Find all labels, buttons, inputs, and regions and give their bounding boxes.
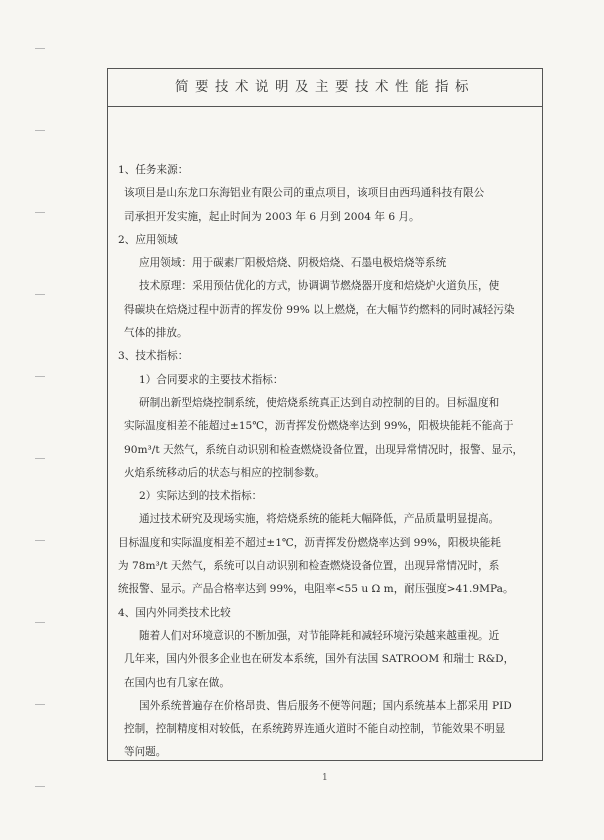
- subsection-heading: 1）合同要求的主要技术指标：: [139, 373, 284, 386]
- paragraph-line: 90m³/t 天然气，系统自动识别和检查燃烧设备位置，出现异常情况时，报警、显示，: [124, 443, 524, 456]
- paragraph-line: 国外系统普遍存在价格昂贵、售后服务不便等问题；国内系统基本上都采用 PID: [139, 699, 512, 712]
- paragraph-line: 火焰系统移动后的状态与相应的控制参数。: [124, 466, 326, 479]
- paragraph-line: 实际温度相差不能超过±15℃，沥青挥发份燃烧率达到 99%，阳极块能耗不能高于: [124, 420, 514, 433]
- paragraph-line: 气体的排放。: [124, 327, 188, 340]
- paragraph-line: 通过技术研究及现场实施，将焙烧系统的能耗大幅降低，产品质量明显提高。: [139, 513, 500, 526]
- margin-mark: [35, 458, 45, 459]
- margin-mark: [35, 48, 45, 49]
- paragraph-line: 技术原理：采用预估优化的方式，协调调节燃烧器开度和焙烧炉火道负压，使: [139, 280, 500, 293]
- paragraph-line: 为 78m³/t 天然气，系统可以自动识别和检查燃烧设备位置，出现异常情况时，系: [118, 560, 500, 573]
- paragraph-line: 几年来，国内外很多企业也在研发本系统，国外有法国 SATROOM 和瑞士 R&D，: [124, 653, 515, 666]
- margin-mark: [35, 212, 45, 213]
- paragraph-line: 目标温度和实际温度相差不超过±1℃，沥青挥发份燃烧率达到 99%，阳极块能耗: [118, 536, 501, 549]
- page-title: 简要技术说明及主要技术性能指标: [108, 69, 542, 107]
- section-heading: 4、国内外同类技术比较: [118, 606, 231, 619]
- margin-mark: [35, 622, 45, 623]
- margin-mark: [35, 704, 45, 705]
- section-heading: 3、技术指标：: [118, 350, 189, 363]
- section-heading: 1、任务来源：: [118, 164, 189, 176]
- paragraph-line: 等问题。: [124, 746, 167, 759]
- paragraph-line: 统报警、显示。产品合格率达到 99%，电阻率<55 u Ω m，耐压强度>41.9MPa。: [118, 583, 514, 596]
- document-frame: [107, 68, 543, 761]
- margin-mark: [35, 294, 45, 295]
- margin-mark: [35, 540, 45, 541]
- paragraph-line: 得碳块在焙烧过程中沥青的挥发份 99% 以上燃烧，在大幅节约燃料的同时减轻污染: [124, 303, 515, 316]
- paragraph-line: 该项目是山东龙口东海铝业有限公司的重点项目，该项目由西玛通科技有限公: [124, 187, 485, 200]
- margin-mark: [35, 130, 45, 131]
- paragraph-line: 随着人们对环境意识的不断加强，对节能降耗和减轻环境污染越来越重视。近: [139, 629, 500, 642]
- margin-mark: [35, 786, 45, 787]
- section-heading: 2、应用领域: [118, 233, 178, 246]
- paragraph-line: 司承担开发实施，起止时间为 2003 年 6 月到 2004 年 6 月。: [124, 210, 420, 223]
- margin-mark: [35, 376, 45, 377]
- document-body: [108, 107, 542, 765]
- paragraph-line: 在国内也有几家在做。: [124, 676, 230, 689]
- page-number: 1: [322, 773, 328, 783]
- subsection-heading: 2）实际达到的技术指标：: [139, 490, 263, 503]
- paragraph-line: 研制出新型焙烧控制系统，使焙烧系统真正达到自动控制的目的。目标温度和: [139, 396, 500, 409]
- paragraph-line: 应用领域：用于碳素厂阳极焙烧、阴极焙烧、石墨电极焙烧等系统: [139, 257, 447, 270]
- paragraph-line: 控制，控制精度相对较低，在系统跨界连通火道时不能自动控制，节能效果不明显: [124, 723, 506, 736]
